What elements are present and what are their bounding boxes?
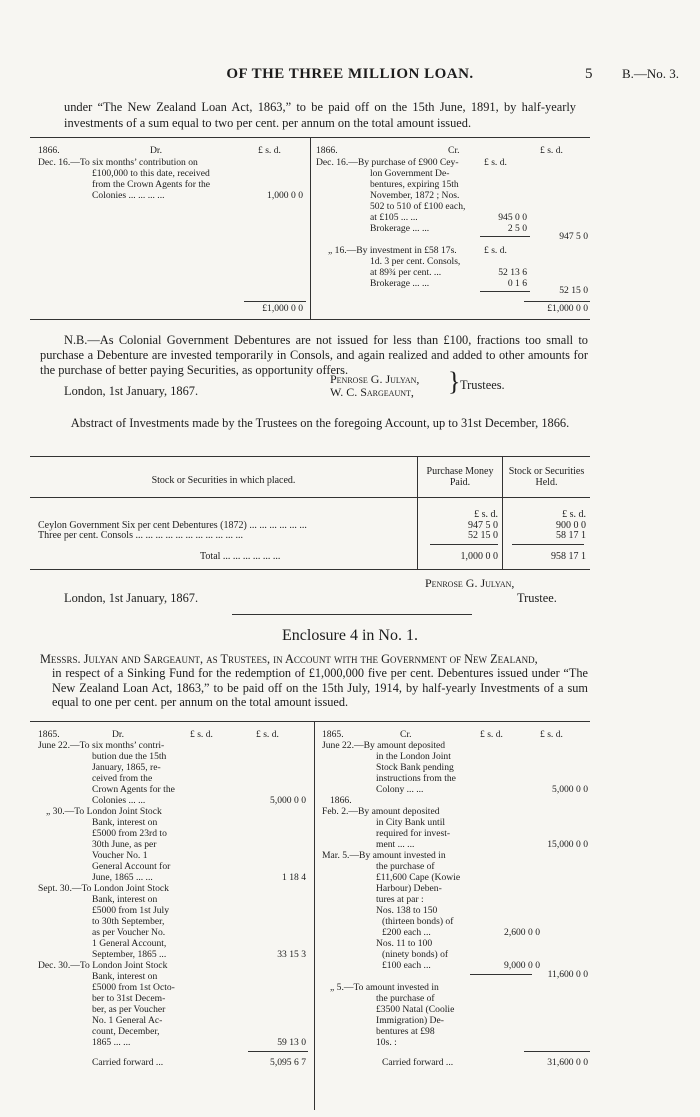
table-top-rule xyxy=(30,456,590,457)
dr-line: June, 1865 ... ... xyxy=(92,872,153,883)
dr-line: No. 1 General Ac- xyxy=(92,1015,163,1026)
enclosure-title: Enclosure 4 in No. 1. xyxy=(282,627,418,644)
lsd-header: £ s. d. xyxy=(480,729,503,740)
dr-line: Sept. 30.—To London Joint Stock xyxy=(38,883,169,894)
cr-line: £200 each ... xyxy=(382,927,431,938)
dr-amount: 59 13 0 xyxy=(277,1037,306,1048)
carried-forward-label: Carried forward ... xyxy=(382,1057,454,1068)
dr-year: 1866. xyxy=(38,145,60,156)
abstract-row-paid: 947 5 0 xyxy=(468,520,498,531)
carried-forward-amount: 5,095 6 7 xyxy=(270,1057,306,1068)
dr-line: Colonies ... ... ... ... xyxy=(92,190,165,201)
dr-amount: 5,000 0 0 xyxy=(270,795,306,806)
dr-amount: 1 18 4 xyxy=(282,872,306,883)
place-date: London, 1st January, 1867. xyxy=(64,591,199,605)
messrs-line: Messrs. Julyan and Sargeaunt, as Trustees, in Account with the Government of New Zealand, xyxy=(40,652,538,666)
cr-lsd: £ s. d. xyxy=(484,157,507,168)
cr-line: Harbour) Deben- xyxy=(376,883,442,894)
cr-line: (ninety bonds) of xyxy=(382,949,449,960)
subtotal-rule xyxy=(480,236,530,237)
lsd-header: £ s. d. xyxy=(256,729,279,740)
dr-line: ber to 31st Decem- xyxy=(92,993,166,1004)
dr-heading: Dr. xyxy=(112,729,124,740)
cr-line: at £105 ... ... xyxy=(370,212,418,223)
dr-heading: Dr. xyxy=(150,145,162,156)
dr-line: £5000 from 1st Octo- xyxy=(92,982,175,993)
trustee-role: Trustee. xyxy=(517,591,557,605)
cr-line: in City Bank until xyxy=(376,817,446,828)
cr-amount: 5,000 0 0 xyxy=(552,784,588,795)
cr-line: June 22.—By amount deposited xyxy=(322,740,446,751)
dr-year: 1865. xyxy=(38,729,60,740)
cr-line: bentures, expiring 15th xyxy=(370,179,459,190)
cr-year: 1866. xyxy=(330,795,352,806)
abstract-row-paid: 52 15 0 xyxy=(468,530,498,541)
dr-line: 1865 ... ... xyxy=(92,1037,131,1048)
cr-line: tures at par : xyxy=(376,894,424,905)
abstract-total-held: 958 17 1 xyxy=(551,551,586,562)
cr-line: lon Government De- xyxy=(370,168,450,179)
dr-line: £5000 from 1st July xyxy=(92,905,170,916)
cr-line: £3500 Natal (Coolie xyxy=(376,1004,455,1015)
cr-line: the purchase of xyxy=(376,993,435,1004)
dr-line: September, 1865 ... xyxy=(92,949,167,960)
abstract-row-held: 900 0 0 xyxy=(556,520,586,531)
dr-line: ber, as per Voucher xyxy=(92,1004,166,1015)
dr-line: Dec. 16.—To six months’ contribution on xyxy=(38,157,198,168)
cr-line: in the London Joint xyxy=(376,751,451,762)
total-rule xyxy=(248,1051,308,1052)
cr-line: Brokerage ... ... xyxy=(370,223,430,234)
total-rule xyxy=(524,1051,590,1052)
cr-line: Mar. 5.—By amount invested in xyxy=(322,850,446,861)
dr-line: from the Crown Agents for the xyxy=(92,179,211,190)
place-date: London, 1st January, 1867. xyxy=(64,384,199,398)
cr-line: Stock Bank pending xyxy=(376,762,454,773)
cr-subamount: 9,000 0 0 xyxy=(504,960,540,971)
cr-subamount: 0 1 6 xyxy=(507,278,527,289)
dr-line: January, 1865, re- xyxy=(92,762,161,773)
column-divider xyxy=(314,722,315,1110)
col-header-stock: Stock or Securities in which placed. xyxy=(151,475,296,486)
subtotal-rule xyxy=(480,291,530,292)
carried-forward-amount: 31,600 0 0 xyxy=(547,1057,588,1068)
cr-lsd: £ s. d. xyxy=(484,245,507,256)
dr-line: £100,000 to this date, received xyxy=(92,168,210,179)
cr-line: 502 to 510 of £100 each, xyxy=(370,201,466,212)
dr-line: Bank, interest on xyxy=(92,971,158,982)
trustee-name: Penrose G. Julyan, xyxy=(425,576,515,590)
cr-total: £1,000 0 0 xyxy=(547,303,588,314)
cr-amount: 947 5 0 xyxy=(559,231,588,242)
page-title: OF THE THREE MILLION LOAN. xyxy=(226,66,474,82)
cr-line: the purchase of xyxy=(376,861,435,872)
dr-line: Dec. 30.—To London Joint Stock xyxy=(38,960,168,971)
trustee-name: W. C. Sargeaunt, xyxy=(330,385,414,399)
dr-amount: 1,000 0 0 xyxy=(267,190,303,201)
cr-line: (thirteen bonds) of xyxy=(382,916,454,927)
cr-subamount: 52 13 6 xyxy=(498,267,527,278)
cr-line: 10s. : xyxy=(376,1037,397,1048)
lsd-header: £ s. d. xyxy=(540,145,563,156)
abstract-title: Abstract of Investments made by the Trustees on the foregoing Account, up to 31st December, 1866. xyxy=(70,416,570,430)
carried-forward-label: Carried forward ... xyxy=(92,1057,164,1068)
dr-amount: 33 15 3 xyxy=(277,949,306,960)
cr-line: Brokerage ... ... xyxy=(370,278,430,289)
cr-subamount: 2,600 0 0 xyxy=(504,927,540,938)
abstract-total-paid: 1,000 0 0 xyxy=(460,551,498,562)
dr-line: Bank, interest on xyxy=(92,817,158,828)
dr-line: as per Voucher No. xyxy=(92,927,166,938)
dr-line: ceived from the xyxy=(92,773,153,784)
dr-line: Voucher No. 1 xyxy=(92,850,148,861)
cr-line: required for invest- xyxy=(376,828,451,839)
subtotal-rule xyxy=(470,974,532,975)
cr-line: bentures at £98 xyxy=(376,1026,435,1037)
messrs-continuation: in respect of a Sinking Fund for the redemption of £1,000,000 five per cent. Debentures issued under “The New Zealand Loan Act, 1863,” to be paid off on the 15th July, 1914, by half-yearly Investments of a sum equal to one per cent. per annum on the total amount issued. xyxy=(52,666,588,709)
cr-line: Nos. 138 to 150 xyxy=(376,905,438,916)
abstract-row-label: Ceylon Government Six per cent Debentures (1872) ... ... ... ... ... ... xyxy=(38,520,307,531)
cr-line: £11,600 Cape (Kowie xyxy=(376,872,461,883)
dr-line: to 30th September, xyxy=(92,916,165,927)
cr-subamount: 945 0 0 xyxy=(498,212,527,223)
col-header-held: Stock or Securities Held. xyxy=(508,466,585,488)
cr-line: November, 1872 ; Nos. xyxy=(370,190,460,201)
cr-line: ment ... ... xyxy=(376,839,415,850)
abstract-row-label: Three per cent. Consols ... ... ... ... ... ... ... ... ... ... ... xyxy=(38,530,243,541)
cr-line: Dec. 16.—By purchase of £900 Cey- xyxy=(316,157,459,168)
cr-year: 1866. xyxy=(316,145,338,156)
lsd-header: £ s. d. xyxy=(562,509,586,520)
total-rule xyxy=(244,301,306,302)
cr-line: 1d. 3 per cent. Consols, xyxy=(370,256,461,267)
dr-line: Colonies ... ... xyxy=(92,795,146,806)
short-divider xyxy=(232,614,472,615)
cr-line: „ 16.—By investment in £58 17s. xyxy=(328,245,457,256)
lsd-header: £ s. d. xyxy=(258,145,281,156)
cr-line: instructions from the xyxy=(376,773,456,784)
cr-line: Nos. 11 to 100 xyxy=(376,938,433,949)
cr-year: 1865. xyxy=(322,729,344,740)
cr-amount: 11,600 0 0 xyxy=(547,969,588,980)
page-number: 5 xyxy=(585,66,593,82)
divider xyxy=(30,319,590,320)
intro-paragraph: under “The New Zealand Loan Act, 1863,” to be paid off on the 15th June, 1891, by half-yearly investments of a sum equal to two per cent. per annum on the total amount issued. xyxy=(64,100,576,130)
table-bottom-rule xyxy=(30,569,590,570)
divider xyxy=(30,721,590,722)
cr-heading: Cr. xyxy=(448,145,460,156)
lsd-header: £ s. d. xyxy=(540,729,563,740)
cr-line: at 89¾ per cent. ... xyxy=(370,267,442,278)
header-rule xyxy=(30,497,590,498)
cr-line: Feb. 2.—By amount deposited xyxy=(322,806,440,817)
cr-amount: 15,000 0 0 xyxy=(547,839,588,850)
abstract-total-label: Total ... ... ... ... ... ... xyxy=(200,551,281,562)
trustee-name: Penrose G. Julyan, xyxy=(330,372,420,386)
total-rule xyxy=(512,544,584,545)
cr-line: Immigration) De- xyxy=(376,1015,444,1026)
cr-heading: Cr. xyxy=(400,729,412,740)
dr-line: 1 General Account, xyxy=(92,938,167,949)
dr-line: General Account for xyxy=(92,861,171,872)
cr-line: £100 each ... xyxy=(382,960,431,971)
enclosure-heading xyxy=(40,652,588,709)
dr-line: 30th June, as per xyxy=(92,839,157,850)
dr-line: count, December, xyxy=(92,1026,160,1037)
column-divider xyxy=(310,138,311,319)
lsd-header: £ s. d. xyxy=(190,729,213,740)
nb-note: N.B.—As Colonial Government Debentures are not issued for less than £100, fractions too small to purchase a Debenture are invested temporarily in Consols, and again realized and added to other amounts for the purchase of better paying Securities, as opportunity offers. xyxy=(40,333,588,377)
cr-amount: 52 15 0 xyxy=(559,285,588,296)
document-reference: B.—No. 3. xyxy=(622,66,680,81)
cr-subamount: 2 5 0 xyxy=(507,223,527,234)
col-header-paid: Purchase Money Paid. xyxy=(426,466,494,488)
dr-total: £1,000 0 0 xyxy=(262,303,303,314)
dr-line: Bank, interest on xyxy=(92,894,158,905)
cr-line: „ 5.—To amount invested in xyxy=(330,982,439,993)
abstract-row-held: 58 17 1 xyxy=(556,530,586,541)
total-rule xyxy=(430,544,498,545)
cr-line: Colony ... ... xyxy=(376,784,424,795)
total-rule xyxy=(524,301,590,302)
dr-line: June 22.—To six months’ contri- xyxy=(38,740,165,751)
lsd-header: £ s. d. xyxy=(474,509,498,520)
dr-line: bution due the 15th xyxy=(92,751,167,762)
trustees-role: Trustees. xyxy=(460,378,505,392)
dr-line: „ 30.—To London Joint Stock xyxy=(46,806,162,817)
dr-line: Crown Agents for the xyxy=(92,784,175,795)
dr-line: £5000 from 23rd to xyxy=(92,828,167,839)
brace: } xyxy=(448,367,461,396)
